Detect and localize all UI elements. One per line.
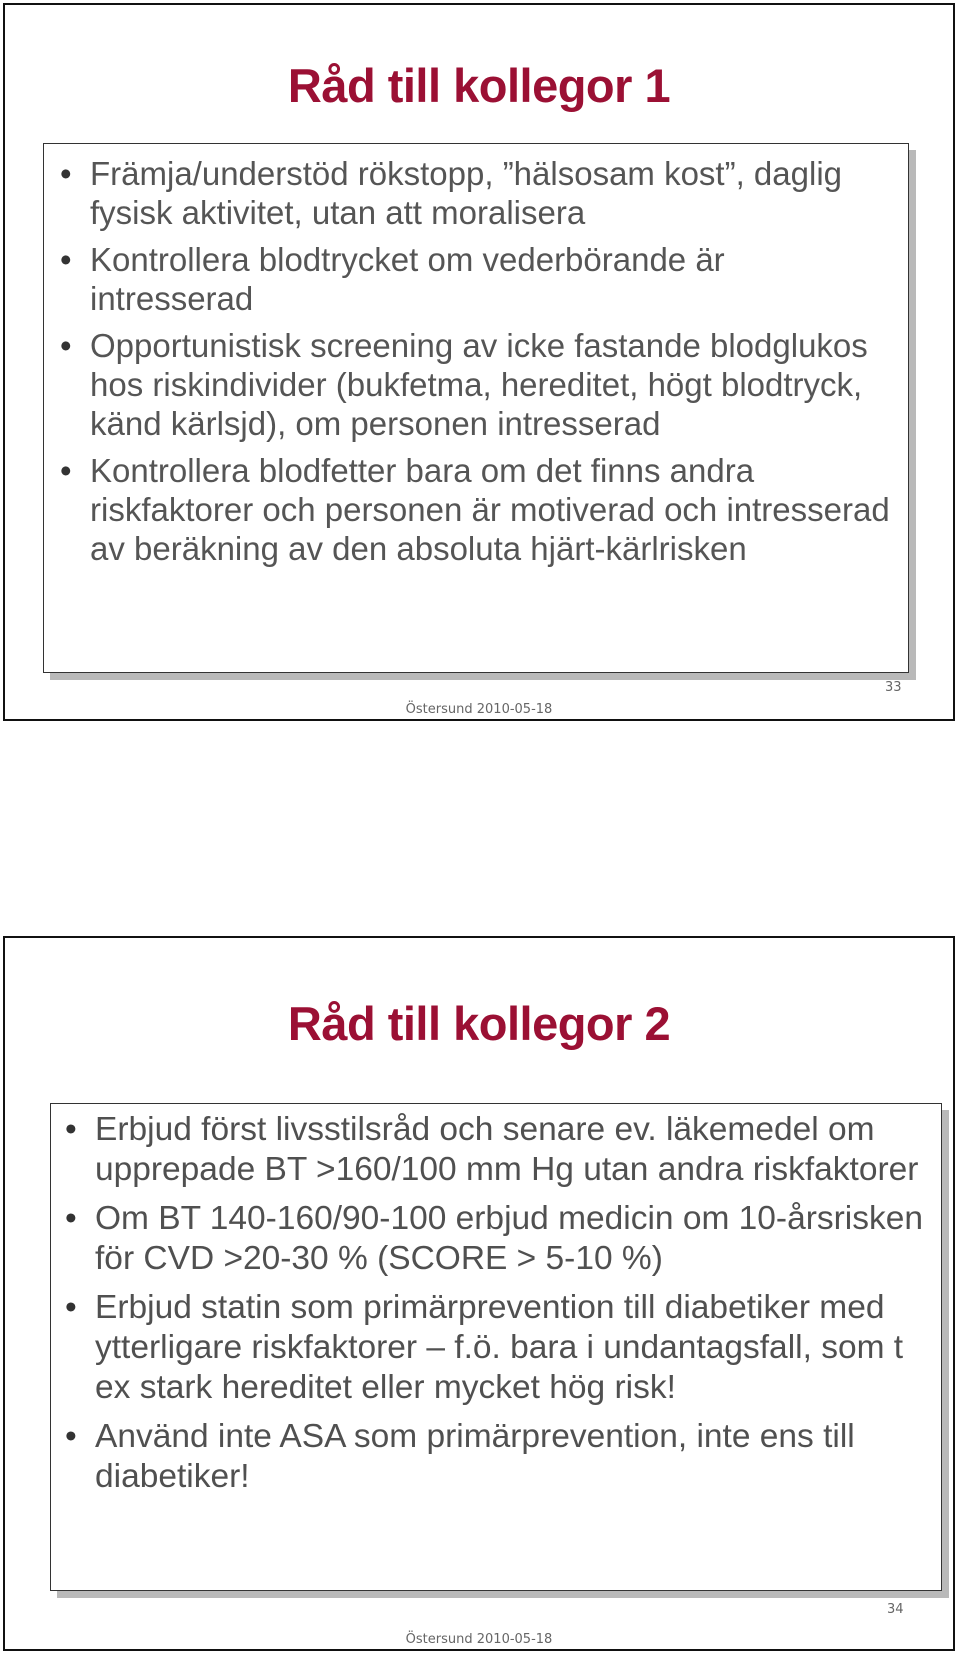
bullet-icon: • (60, 155, 72, 192)
bullet-item: • Kontrollera blodtrycket om vederbörande är intresserad (60, 241, 725, 317)
slide-33 (3, 3, 955, 721)
bullet-item: • Erbjud statin som primärprevention till diabetiker med ytterligare riskfaktorer – f.ö. bara i undantagsfall, som t ex stark hereditet eller mycket hög risk! (65, 1289, 904, 1406)
bullet-item: • Opportunistisk screening av icke fastande blodglukos hos riskindivider (bukfetma, hereditet, högt blodtryck, känd kärlsjd), om personen intresserad (60, 327, 868, 442)
bullet-icon: • (65, 1200, 77, 1237)
slide-footer: Östersund 2010-05-18 (405, 1632, 553, 1647)
content-frame (50, 1103, 942, 1591)
bullet-item: • Använd inte ASA som primärprevention, inte ens till diabetiker! (65, 1418, 855, 1495)
slide-title: Råd till kollegor 2 (287, 997, 671, 1050)
bullet-icon: • (60, 241, 72, 278)
slide-footer: Östersund 2010-05-18 (405, 702, 553, 717)
page-number: 33 (885, 680, 902, 695)
bullet-item: • Främja/understöd rökstopp, ”hälsosam kost”, daglig fysisk aktivitet, utan att moralisera (60, 155, 843, 231)
bullet-icon: • (60, 452, 72, 489)
bullet-list (58, 154, 894, 576)
bullet-icon: • (65, 1289, 77, 1326)
bullet-item: • Erbjud först livsstilsråd och senare ev. läkemedel om upprepade BT >160/100 mm Hg utan andra riskfaktorer (65, 1111, 919, 1188)
slide-title: Råd till kollegor 1 (287, 59, 671, 112)
slide-34 (3, 936, 955, 1651)
bullet-icon: • (65, 1111, 77, 1148)
bullet-icon: • (65, 1418, 77, 1455)
bullet-icon: • (60, 327, 72, 364)
bullet-item: • Om BT 140-160/90-100 erbjud medicin om 10-årsrisken för CVD >20-30 % (SCORE > 5-10 %) (65, 1200, 923, 1277)
bullet-list (63, 1110, 931, 1506)
content-frame (43, 143, 909, 673)
page-number: 34 (887, 1602, 904, 1617)
bullet-item: • Kontrollera blodfetter bara om det finns andra riskfaktorer och personen är motiverad och intresserad av beräkning av den absoluta hjärt-kärlrisken (60, 452, 890, 567)
